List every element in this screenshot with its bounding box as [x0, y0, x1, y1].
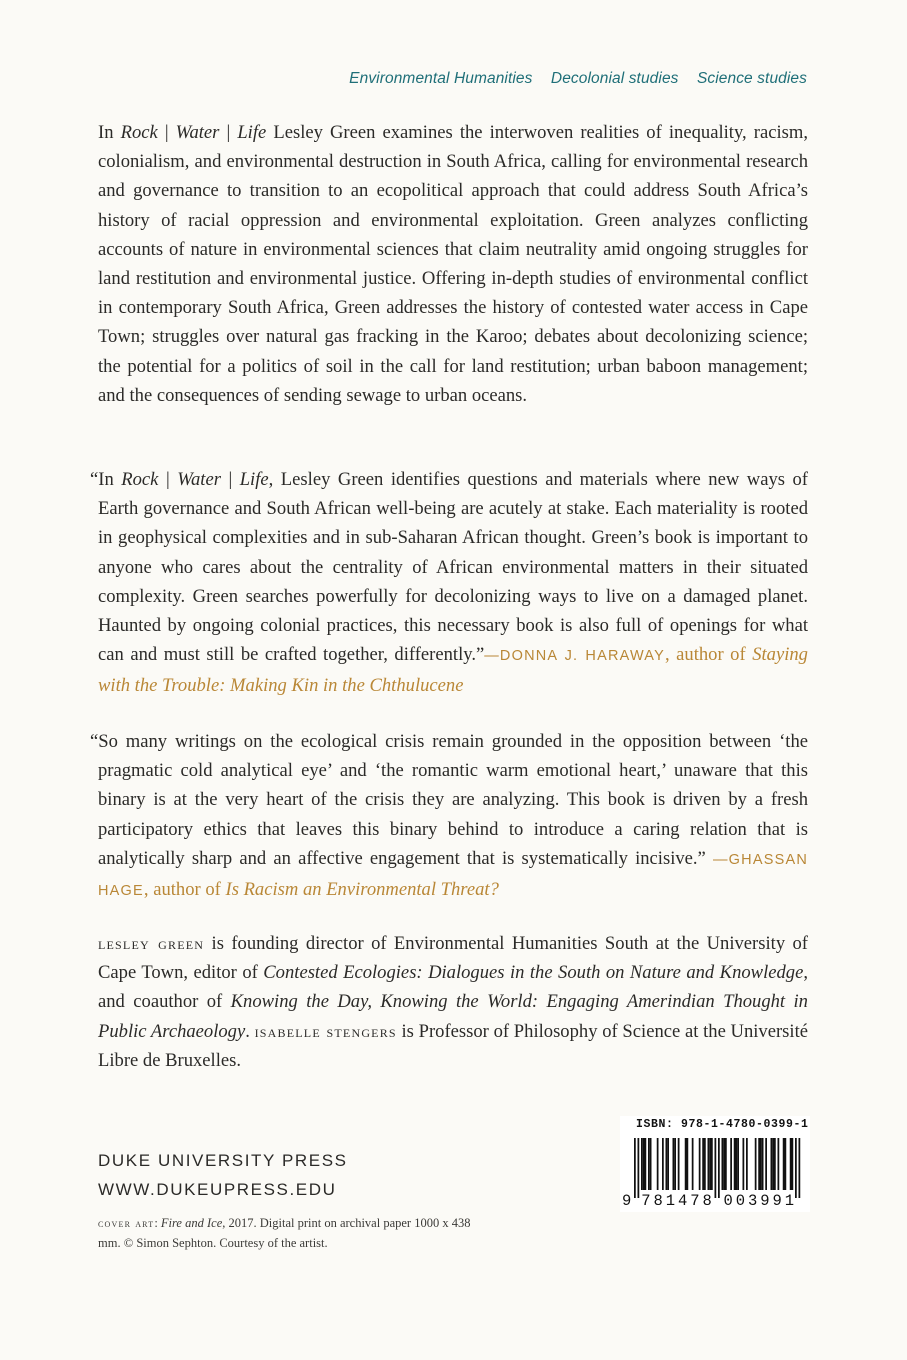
- barcode-bar: [785, 1138, 787, 1190]
- barcode-bar: [774, 1138, 776, 1190]
- barcode-bar: [699, 1138, 701, 1190]
- publisher-name: DUKE UNIVERSITY PRESS: [98, 1151, 348, 1170]
- barcode-bar: [702, 1138, 704, 1190]
- endorser-book: Is Racism an Environmental Threat?: [225, 879, 499, 901]
- book-title: Contested Ecologies: Dialogues in the South on Nature and Knowledge: [263, 962, 804, 984]
- barcode-bar: [755, 1138, 757, 1190]
- barcode-bar: [722, 1138, 724, 1190]
- barcode-bar: [662, 1138, 664, 1190]
- barcode-bar: [758, 1138, 760, 1190]
- barcode-digit: 1: [665, 1192, 676, 1210]
- book-title: Water: [175, 122, 220, 143]
- barcode-bar: [711, 1138, 713, 1190]
- endorser-book: Staying with the Trouble: Making Kin in the Chthulucene: [98, 644, 808, 697]
- barcode-bar: [709, 1138, 711, 1190]
- barcode-bar: [792, 1138, 794, 1190]
- endorsement-hage: “So many writings on the ecological crisis remain grounded in the opposition between ‘the pragmatic cold analytical eye’ and ‘the romantic warm emotional heart,’ unaware that this binary is at the very heart of the crisis they are analyzing. This book is driven by a fresh participatory ethics that leaves this binary behind to introduce a caring relation that is analytically sharp and an affective engagement that is systematically incisive.” —GHASSAN HAGE, author of Is Racism an Environmental Threat?: [90, 731, 808, 901]
- author-name: isabelle stengers: [254, 1020, 397, 1041]
- book-description: In Rock | Water | Life Lesley Green examines the interwoven realities of inequality, racism, colonialism, and environmental destruction in South Africa, calling for environmental research and governance to transition to an ecopolitical approach that could address South Africa’s history of racial oppression and environmental exploitation. Green analyzes conflicting accounts of nature in environmental sciences that claim neutrality amid ongoing struggles for land restitution and environmental justice. Offering in-depth studies of environmental conflict in contemporary South Africa, Green addresses the history of contested water access in Cape Town; struggles over natural gas fracking in the Karoo; debates about decolonizing science; the potential for a politics of soil in the call for land restitution; urban baboon management; and the consequences of sending sewage to urban oceans.: [98, 122, 808, 406]
- book-title: Water: [177, 469, 221, 490]
- cover-art-label: cover art: [98, 1218, 155, 1230]
- barcode-bar: [692, 1138, 694, 1190]
- barcode-digit: 8: [702, 1192, 712, 1210]
- author-name: lesley green: [98, 933, 205, 953]
- endorser-name: —GHASSAN HAGE: [98, 851, 808, 900]
- barcode-digit: 0: [723, 1192, 733, 1210]
- barcode-bar: [765, 1138, 767, 1190]
- barcode-bar: [638, 1138, 640, 1198]
- barcode-bar: [704, 1138, 706, 1190]
- cover-art-credit: cover art: Fire and Ice, 2017. Digital print on archival paper 1000 x 438 mm. © Simon Sephton. Courtesy of the artist.: [98, 1216, 471, 1250]
- endorsement-haraway: “In Rock | Water | Life, Lesley Green identifies questions and materials where new ways of Earth governance and South African well-being are acutely at stake. Each materiality is rooted in geophysical complexities and in sub-Saharan African thought. Green’s book is important to anyone who cares about the centrality of African environmental matters in their situated complexity. Green searches powerfully for decolonizing ways to live on a damaged planet. Haunted by ongoing colonial practices, this necessary book is also full of openings for what can and must still be crafted together, differently.”—DONNA J. HARAWAY, author of Staying with the Trouble: Making Kin in the Chthulucene: [90, 469, 808, 697]
- barcode-bar: [730, 1138, 732, 1190]
- barcode-digit: 9: [622, 1192, 632, 1210]
- barcode-bar: [643, 1138, 645, 1190]
- barcode-bar: [650, 1138, 652, 1190]
- barcode-bar: [708, 1138, 710, 1190]
- endorser-credit: , author of: [143, 879, 226, 901]
- barcode-bar: [685, 1138, 687, 1190]
- barcode-bar: [641, 1138, 643, 1190]
- endorser-name: —DONNA J. HARAWAY: [484, 648, 665, 665]
- barcode-bar: [666, 1138, 668, 1190]
- barcode-bar: [645, 1138, 647, 1190]
- barcode-bar: [799, 1138, 801, 1198]
- barcode-bar: [762, 1138, 764, 1190]
- isbn-label: ISBN: 978-1-4780-0399-1: [636, 1118, 809, 1131]
- endorser-credit: , author of: [664, 644, 753, 666]
- barcode-bar: [634, 1138, 636, 1198]
- book-title: Rock: [121, 469, 159, 490]
- barcode-digit: 4: [678, 1192, 688, 1210]
- barcode-digit: 3: [748, 1192, 758, 1210]
- barcode-icon: [620, 1136, 810, 1212]
- barcode-bar: [743, 1138, 745, 1190]
- barcode-bar: [734, 1138, 736, 1190]
- barcode-bar: [725, 1138, 727, 1190]
- barcode-digit: 7: [690, 1192, 700, 1210]
- barcode-bar: [760, 1138, 762, 1190]
- barcode-bar: [795, 1138, 797, 1198]
- barcode-digit: 7: [641, 1192, 651, 1210]
- barcode-bar: [772, 1138, 774, 1190]
- isbn-barcode: [620, 1116, 810, 1212]
- subject-category: Science studies: [696, 70, 807, 87]
- book-title: Knowing the Day, Knowing the World: Engaging Amerindian Thought in Public Archaeology: [98, 991, 808, 1042]
- barcode-bar: [737, 1138, 739, 1190]
- barcode-bar: [736, 1138, 738, 1190]
- book-title: Life: [237, 122, 267, 143]
- subject-categories: [335, 70, 807, 88]
- publisher-block: [98, 1146, 348, 1204]
- barcode-bar: [778, 1138, 780, 1190]
- barcode-bar: [667, 1138, 669, 1190]
- barcode-bar: [790, 1138, 792, 1190]
- barcode-bar: [723, 1138, 725, 1190]
- book-title: Rock: [120, 122, 158, 143]
- subject-category: Decolonial studies: [550, 70, 679, 87]
- barcode-bar: [783, 1138, 785, 1190]
- author-bio: lesley green is founding director of Environmental Humanities South at the University of Cape Town, editor of Contested Ecologies: Dialogues in the South on Nature and Knowledge, and coauthor of Knowing the Day, Knowing the World: Engaging Amerindian Thought in Public Archaeology. isabelle stengers is Professor of Philosophy of Science at the Université Libre de Bruxelles.: [98, 933, 808, 1071]
- publisher-url: WWW.DUKEUPRESS.EDU: [98, 1180, 337, 1199]
- barcode-bar: [648, 1138, 650, 1190]
- artwork-title: Fire and Ice: [160, 1216, 223, 1230]
- subject-category: Environmental Humanities: [349, 70, 533, 87]
- barcode-bar: [715, 1138, 717, 1198]
- barcode-bar: [718, 1138, 720, 1198]
- barcode-digit: 9: [760, 1192, 770, 1210]
- barcode-digit: 8: [653, 1192, 663, 1210]
- barcode-bar: [687, 1138, 689, 1190]
- barcode-digit: 9: [772, 1192, 782, 1210]
- barcode-bar: [771, 1138, 773, 1190]
- barcode-bar: [657, 1138, 659, 1190]
- barcode-digit: 0: [735, 1192, 746, 1210]
- barcode-bar: [673, 1138, 675, 1190]
- barcode-bar: [678, 1138, 680, 1190]
- barcode-bar: [746, 1138, 748, 1190]
- barcode-digit: 1: [784, 1192, 795, 1210]
- book-title: Life: [239, 469, 269, 490]
- barcode-bar: [674, 1138, 676, 1190]
